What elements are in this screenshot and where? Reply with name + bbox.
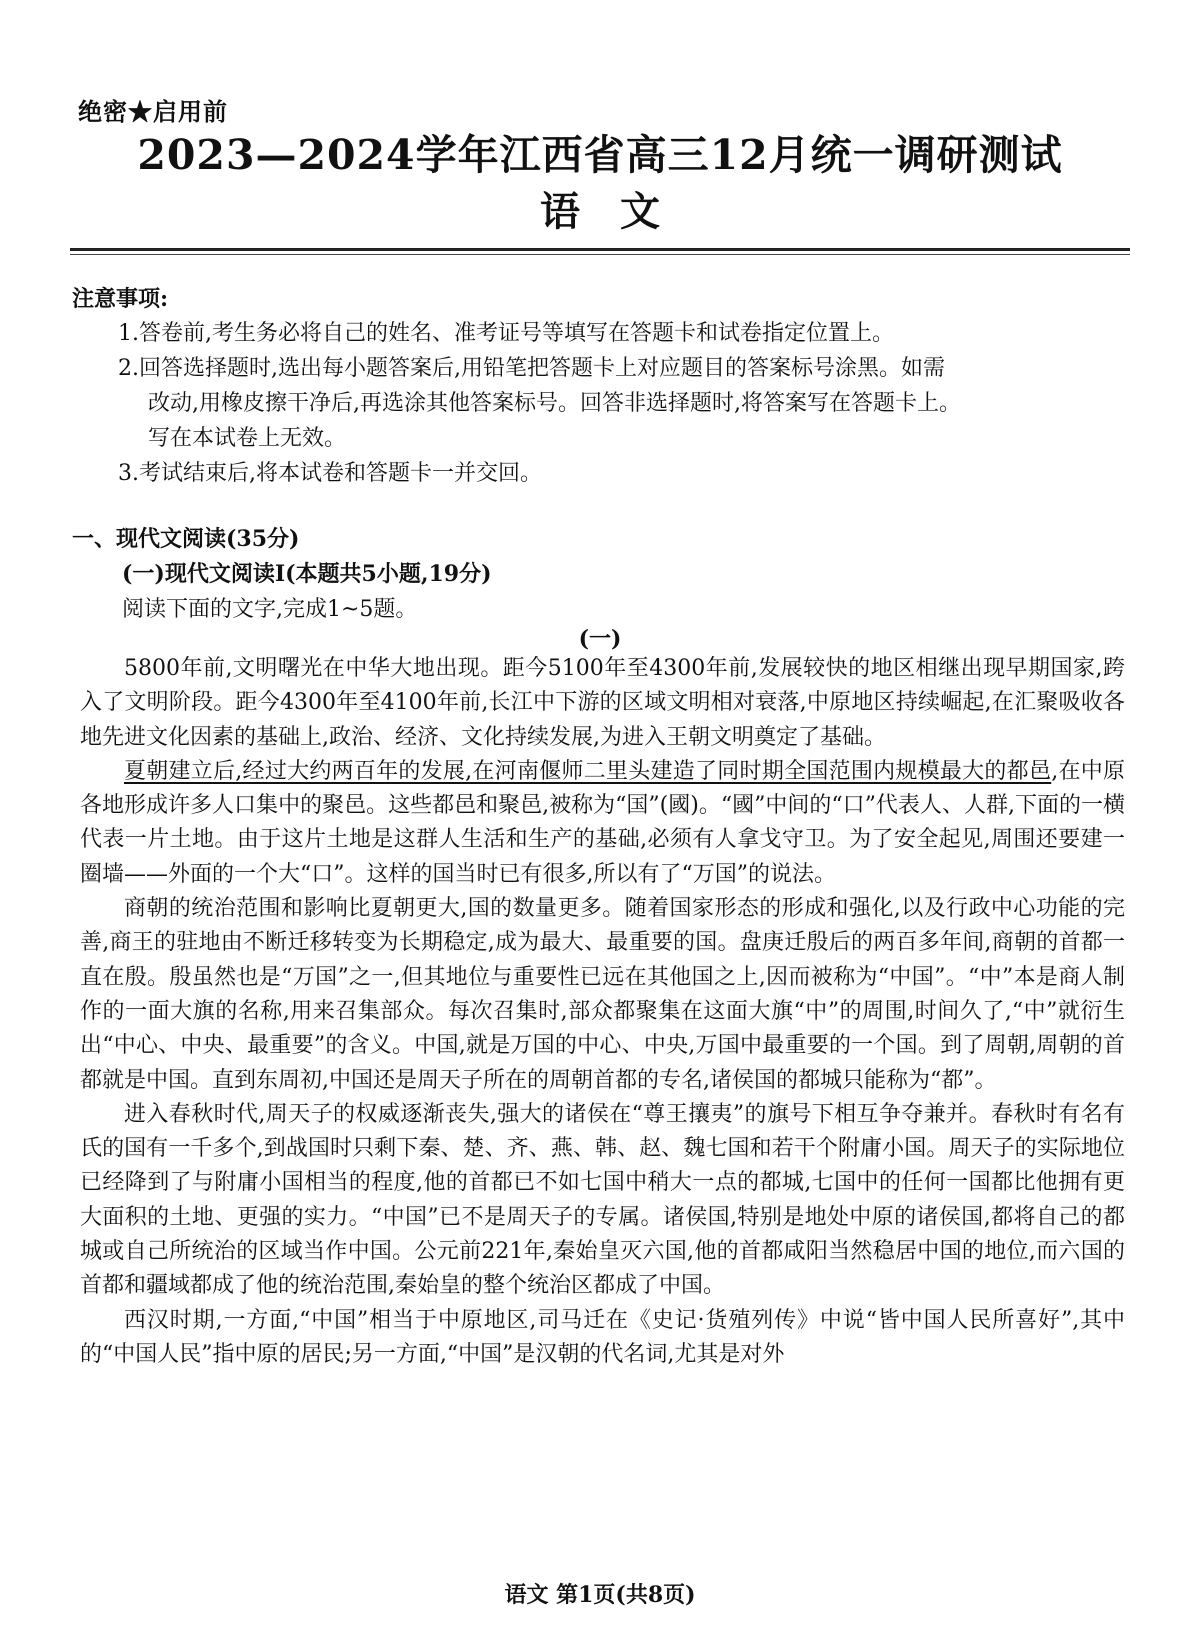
passage-paragraph: 商朝的统治范围和影响比夏朝更大,国的数量更多。随着国家形态的形成和强化,以及行政中心功能的完善,商王的驻地由不断迁移转变为长期稳定,成为最大、最重要的国。盘庚迁殷后的两百多年间,商朝的首都一直在殷。殷虽然也是“万国”之一,但其地位与重要性已远在其他国之上,因而被称为“中国”。“中”本是商人制作的一面大旗的名称,用来召集部众。每次召集时,部众都聚集在这面大旗“中”的周围,时间久了,“中”就衍生出“中心、中央、最重要”的含义。中国,就是万国的中心、中央,万国中最重要的一个国。到了周朝,周朝的首都就是中国。直到东周初,中国还是周天子所在的周朝首都的专名,诸侯国的都城只能称为“都”。	[80, 896, 1125, 1093]
reading-instruction: 阅读下面的文字,完成1~5题。	[122, 597, 418, 622]
passage-paragraph: 进入春秋时代,周天子的权威逐渐丧失,强大的诸侯在“尊王攘夷”的旗号下相互争夺兼并。春秋时有名有氏的国有一千多个,到战国时只剩下秦、楚、齐、燕、韩、赵、魏七国和若干个附庸小国。周天子的实际地位已经降到了与附庸小国相当的程度,他的首都已不如七国中稍大一点的都城,七国中的任何一国都比他拥有更大面积的土地、更强的实力。“中国”已不是周天子的专属。诸侯国,特别是地处中原的诸侯国,都将自己的都城或自己所统治的区域当作中国。公元前221年,秦始皇灭六国,他的首都咸阳当然稳居中国的地位,而六国的首都和疆域都成了他的统治范围,秦始皇的整个统治区都成了中国。	[80, 1101, 1125, 1299]
notice-list	[118, 316, 1128, 491]
secret-label: 绝密★启用前	[78, 97, 228, 126]
notice-item: 2.回答选择题时,选出每小题答案后,用铅笔把答题卡上对应题目的答案标号涂黑。如需	[118, 356, 945, 381]
passage-label: (一)	[578, 626, 622, 652]
section-heading: 一、现代文阅读(35分)	[72, 526, 300, 552]
underlined-sentence: 夏朝建立后,经过大约两百年的发展,在河南偃师二里头建造了同时期全国范围内规模最大的都邑	[124, 758, 1052, 784]
notice-item-continued: 写在本试卷上无效。	[148, 426, 347, 451]
page-footer: 语文 第1页(共8页)	[504, 1582, 696, 1608]
header-rule-thin	[70, 254, 1130, 255]
subject-title: 语文	[540, 188, 700, 235]
passage-paragraph: 西汉时期,一方面,“中国”相当于中原地区,司马迁在《史记·货殖列传》中说“皆中国人民所喜好”,其中的“中国人民”指中原的居民;另一方面,“中国”是汉朝的代名词,尤其是对外	[80, 1307, 1125, 1367]
passage-paragraph	[80, 755, 1125, 892]
header-rule-thick	[70, 248, 1130, 251]
notice-item-continued: 改动,用橡皮擦干净后,再选涂其他答案标号。回答非选择题时,将答案写在答题卡上。	[148, 391, 961, 416]
subsection-heading: (一)现代文阅读Ⅰ(本题共5小题,19分)	[122, 561, 492, 587]
passage-paragraph: 5800年前,文明曙光在中华大地出现。距今5100年至4300年前,发展较快的地区相继出现早期国家,跨入了文明阶段。距今4300年至4100年前,长江中下游的区域文明相对衰落,中原地区持续崛起,在汇聚吸收各地先进文化因素的基础上,政治、经济、文化持续发展,为进入王朝文明奠定了基础。	[80, 656, 1125, 750]
notice-item: 1.答卷前,考生务必将自己的姓名、准考证号等填写在答题卡和试卷指定位置上。	[118, 321, 894, 346]
notice-heading: 注意事项:	[72, 286, 169, 312]
exam-title: 2023—2024学年江西省高三12月统一调研测试	[137, 131, 1063, 179]
reading-passage	[80, 652, 1125, 1372]
notice-item: 3.考试结束后,将本试卷和答题卡一并交回。	[118, 461, 542, 486]
paragraph-text: ,在中原各地形成许多人口集中的聚邑。这些都邑和聚邑,被称为“国”(國)。“國”中间的“口”代表人、人群,下面的一横代表一片土地。由于这片土地是这群人生活和生产的基础,必须有人拿戈守卫。为了安全起见,周围还要建一圈墙——外面的一个大“口”。这样的国当时已有很多,所以有了“万国”的说法。	[80, 758, 1125, 887]
